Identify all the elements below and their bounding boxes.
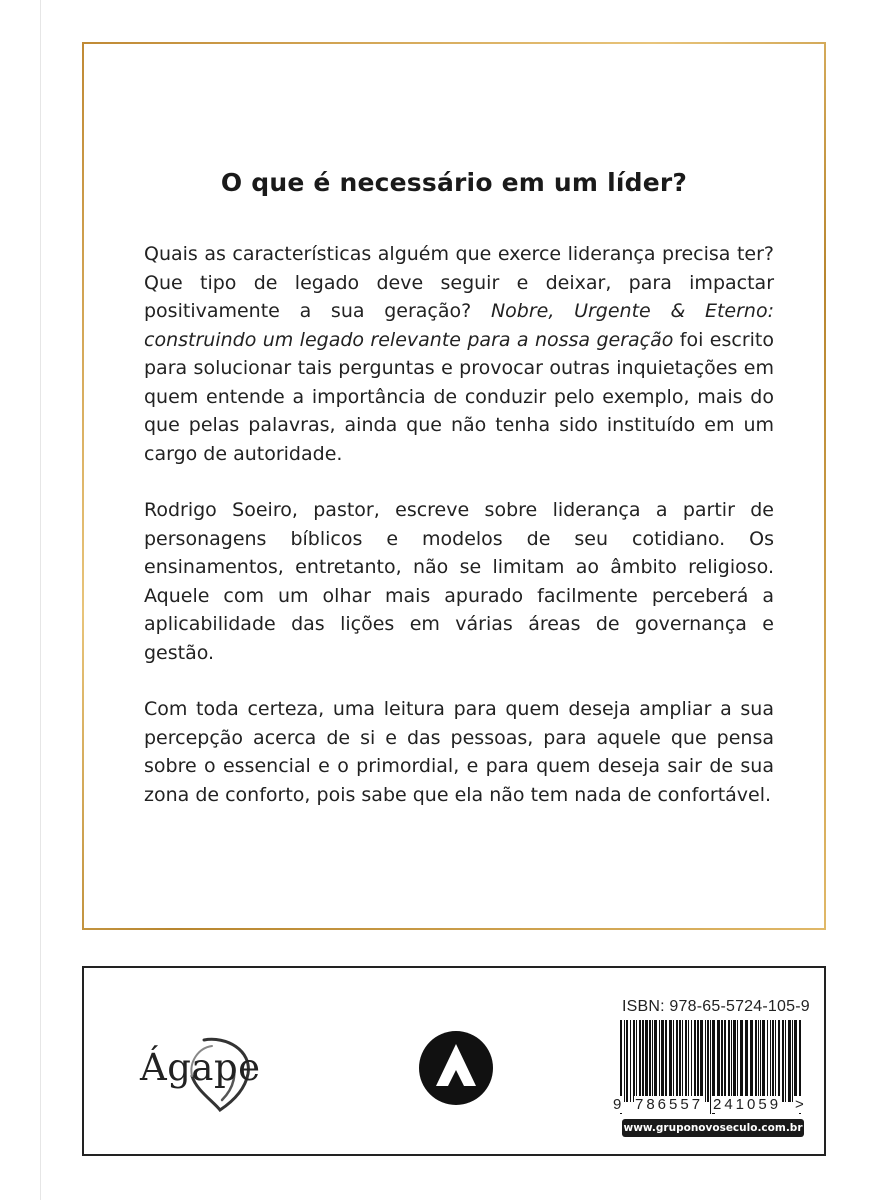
barcode-bar: [673, 1020, 674, 1102]
barcode-bar: [639, 1020, 641, 1102]
book-title: Nobre, Urgente & Eterno: construindo um legado relevante para a nossa geração: [144, 300, 774, 351]
barcode-bar: [770, 1020, 771, 1102]
agape-logo: Ágape: [140, 1046, 261, 1089]
barcode-digits-left: 786557: [635, 1096, 704, 1113]
barcode-bar: [762, 1020, 765, 1102]
barcode-marker: >: [795, 1096, 804, 1113]
barcode-bar: [624, 1020, 625, 1102]
barcode-bar: [649, 1020, 651, 1102]
synopsis-text: [144, 240, 774, 837]
barcode-bar: [626, 1020, 628, 1102]
barcode-bar: [782, 1020, 784, 1102]
barcode-bar: [669, 1020, 672, 1102]
barcode-bar: [707, 1020, 709, 1102]
barcode-bar: [659, 1020, 660, 1102]
barcode-bar: [731, 1020, 732, 1102]
barcode-bar: [717, 1020, 720, 1102]
barcode-bar: [728, 1020, 730, 1102]
barcode-bar: [760, 1020, 761, 1102]
barcode-bar: [691, 1020, 692, 1102]
isbn-number: ISBN: 978-65-5724-105-9: [622, 998, 810, 1015]
barcode-bar: [733, 1020, 736, 1102]
paragraph-1: [144, 240, 774, 468]
barcode-bar: [755, 1020, 757, 1102]
barcode-bar: [794, 1020, 797, 1102]
website-badge: www.gruponovoseculo.com.br: [622, 1119, 804, 1137]
paragraph-3: Com toda certeza, uma leitura para quem deseja ampliar a sua percepção acerca de si e das pessoas, para aquele que pensa sobre o essencial e o primordial, e para quem deseja sair de sua zona de conforto, pois sabe que ela não tem nada de confortável.: [144, 698, 774, 806]
barcode-bar: [772, 1020, 774, 1102]
barcode-bar: [737, 1020, 738, 1102]
barcode-bar: [630, 1020, 631, 1102]
barcode-bar: [679, 1020, 681, 1102]
barcode-bar: [654, 1020, 657, 1102]
barcode-bar: [636, 1020, 637, 1102]
page-title: O que é necessário em um líder?: [220, 168, 688, 197]
barcode-bar: [685, 1020, 687, 1102]
arrow-up-circle-icon: [418, 1030, 494, 1106]
barcode-bar: [688, 1020, 689, 1102]
barcode-bar: [682, 1020, 683, 1102]
barcode-digits-right: 241059: [713, 1096, 782, 1113]
barcode-bar: [775, 1020, 776, 1102]
barcode-bar: [792, 1020, 793, 1102]
barcode-bar: [676, 1020, 678, 1102]
paragraph-1-intro: Quais as características alguém que exerce liderança precisa ter? Que tipo de legado deve seguir e deixar, para impactar positivamente a sua geração?: [144, 243, 774, 322]
barcode-bar: [758, 1020, 759, 1102]
barcode-bar: [750, 1020, 753, 1102]
barcode-bar: [661, 1020, 664, 1102]
barcode-bar: [642, 1020, 644, 1102]
barcode-bar: [740, 1020, 743, 1102]
barcode-bar: [767, 1020, 768, 1102]
barcode-bar: [721, 1020, 723, 1102]
barcode-digits: [612, 1096, 808, 1114]
barcode-bar: [745, 1020, 748, 1102]
spine-edge: [40, 0, 41, 1200]
barcode-bar: [788, 1020, 791, 1102]
barcode-bar: [700, 1020, 703, 1102]
barcode-bar: [665, 1020, 667, 1102]
barcode-bar: [633, 1020, 635, 1102]
barcode-bar: [778, 1020, 780, 1102]
barcode-bar: [724, 1020, 726, 1102]
barcode-bar: [694, 1020, 696, 1102]
paragraph-1-rest: foi escrito para solucionar tais perguntas e provocar outras inquietações em quem entende a importância de conduzir pelo exemplo, mais do que pelas palavras, ainda que não tenha sido instituído em um cargo de autoridade.: [144, 328, 774, 465]
barcode-bar: [705, 1020, 706, 1102]
barcode-bar: [645, 1020, 648, 1102]
barcode-digit-first: 9: [613, 1096, 622, 1113]
paragraph-2: Rodrigo Soeiro, pastor, escreve sobre liderança a partir de personagens bíblicos e modelos de seu cotidiano. Os ensinamentos, entretanto, não se limitam ao âmbito religioso. Aquele com um olhar mais apurado facilmente perceberá a aplicabilidade das lições em várias áreas de governança e gestão.: [144, 499, 774, 664]
barcode-bar: [697, 1020, 699, 1102]
barcode-bar: [785, 1020, 786, 1102]
barcode-bar: [652, 1020, 653, 1102]
